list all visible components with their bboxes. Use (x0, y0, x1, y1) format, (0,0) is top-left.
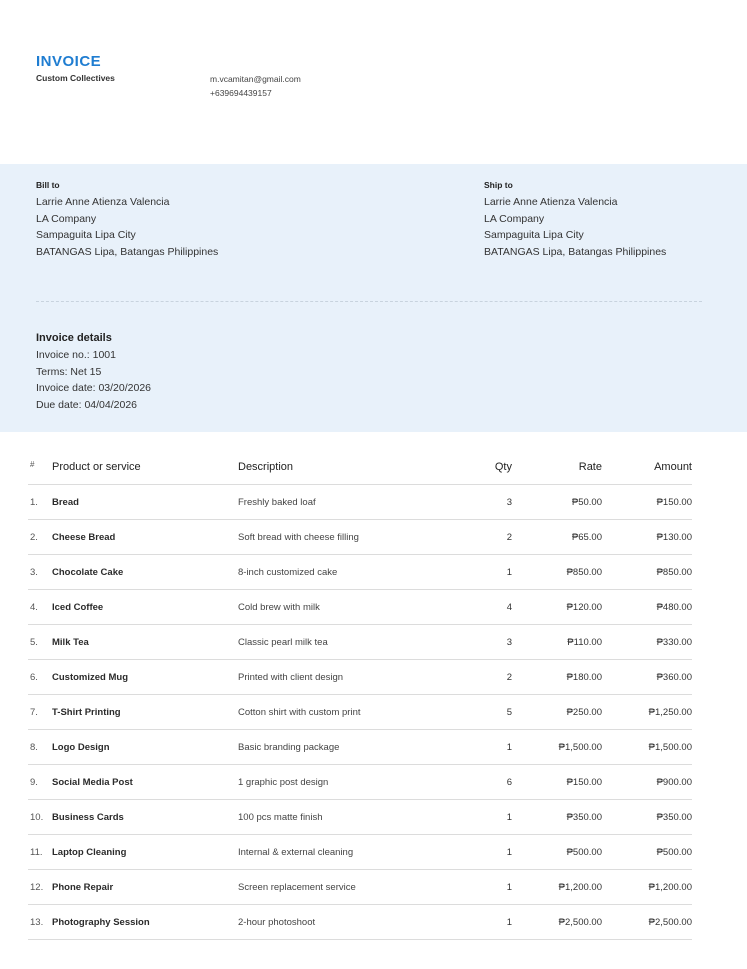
row-description: Screen replacement service (238, 882, 356, 893)
table-row (28, 694, 692, 729)
row-product: Chocolate Cake (52, 567, 124, 578)
ship-to-company: LA Company (484, 212, 545, 225)
row-qty: 1 (506, 882, 512, 893)
row-product: Milk Tea (52, 637, 89, 648)
table-row (28, 764, 692, 799)
row-rate: ₱50.00 (571, 497, 602, 508)
row-amount: ₱330.00 (656, 637, 692, 648)
invoice-number: Invoice no.: 1001 (36, 349, 116, 361)
row-number: 5. (30, 637, 38, 648)
row-description: Cold brew with milk (238, 602, 320, 613)
table-row (28, 519, 692, 554)
invoice-details-title: Invoice details (36, 332, 112, 344)
table-row (28, 659, 692, 694)
row-amount: ₱850.00 (656, 567, 692, 578)
row-product: Photography Session (52, 917, 150, 928)
row-rate: ₱350.00 (566, 812, 602, 823)
ship-to-name: Larrie Anne Atienza Valencia (484, 196, 618, 208)
row-number: 13. (30, 917, 44, 928)
row-description: Classic pearl milk tea (238, 637, 328, 648)
bill-to-name: Larrie Anne Atienza Valencia (36, 196, 170, 208)
contact-email[interactable]: m.vcamitan@gmail.com (210, 74, 301, 84)
row-qty: 3 (506, 497, 512, 508)
row-amount: ₱350.00 (656, 812, 692, 823)
contact-info (210, 72, 301, 100)
row-product: Phone Repair (52, 882, 114, 893)
row-rate: ₱500.00 (566, 847, 602, 858)
table-body (28, 484, 692, 940)
bill-to-company: LA Company (36, 212, 97, 225)
row-qty: 6 (506, 777, 512, 788)
row-number: 4. (30, 602, 38, 613)
row-qty: 1 (506, 812, 512, 823)
row-qty: 5 (506, 707, 512, 718)
row-amount: ₱1,250.00 (648, 707, 692, 718)
row-qty: 2 (506, 672, 512, 683)
row-rate: ₱65.00 (571, 532, 602, 543)
row-number: 1. (30, 497, 38, 508)
row-description: 8-inch customized cake (238, 567, 338, 578)
ship-to-address-line1: Sampaguita Lipa City (484, 229, 584, 241)
table-row (28, 869, 692, 904)
row-number: 11. (30, 847, 43, 858)
row-rate: ₱850.00 (566, 567, 602, 578)
invoice-title: INVOICE (36, 53, 102, 70)
table-row (28, 834, 692, 869)
line-items-table (28, 450, 692, 940)
row-amount: ₱130.00 (656, 532, 692, 543)
row-qty: 1 (506, 917, 512, 928)
row-qty: 1 (506, 567, 512, 578)
row-product: Iced Coffee (52, 602, 104, 613)
row-rate: ₱1,500.00 (558, 742, 602, 753)
header-qty: Qty (494, 461, 512, 473)
row-product: Laptop Cleaning (52, 847, 127, 858)
table-row (28, 589, 692, 624)
row-description: 100 pcs matte finish (238, 812, 323, 823)
invoice-terms: Terms: Net 15 (36, 365, 102, 378)
table-row (28, 554, 692, 589)
row-amount: ₱480.00 (656, 602, 692, 613)
row-amount: ₱360.00 (656, 672, 692, 683)
row-number: 2. (30, 532, 38, 543)
invoice-details-block (36, 330, 151, 413)
row-qty: 4 (506, 602, 512, 613)
row-qty: 3 (506, 637, 512, 648)
row-product: Customized Mug (52, 672, 128, 683)
row-description: 1 graphic post design (238, 777, 329, 788)
row-product: T-Shirt Printing (52, 707, 121, 718)
row-number: 10. (30, 812, 44, 823)
row-qty: 1 (506, 742, 512, 753)
table-row (28, 624, 692, 659)
table-row (28, 799, 692, 834)
row-amount: ₱150.00 (656, 497, 692, 508)
row-amount: ₱1,200.00 (648, 882, 692, 893)
row-product: Social Media Post (52, 777, 133, 788)
row-rate: ₱2,500.00 (558, 917, 602, 928)
row-qty: 1 (506, 847, 512, 858)
header-amount: Amount (654, 461, 692, 473)
table-row (28, 484, 692, 519)
row-description: Basic branding package (238, 742, 340, 753)
table-row (28, 904, 692, 940)
table-header-row (28, 450, 692, 484)
invoice-header (0, 0, 747, 164)
row-number: 3. (30, 567, 38, 578)
row-description: Soft bread with cheese filling (238, 532, 359, 543)
row-number: 12. (30, 882, 44, 893)
ship-to-block (484, 180, 666, 260)
row-product: Cheese Bread (52, 532, 116, 543)
row-rate: ₱110.00 (567, 637, 602, 648)
row-amount: ₱900.00 (656, 777, 692, 788)
row-amount: ₱2,500.00 (648, 917, 692, 928)
header-product: Product or service (52, 461, 141, 473)
due-date: Due date: 04/04/2026 (36, 398, 138, 411)
table-row (28, 729, 692, 764)
company-name: Custom Collectives (36, 73, 115, 83)
ship-to-address-line2: BATANGAS Lipa, Batangas Philippines (484, 245, 667, 258)
ship-to-label: Ship to (484, 180, 513, 190)
row-product: Business Cards (52, 812, 124, 823)
invoice-date: Invoice date: 03/20/2026 (36, 382, 152, 394)
contact-phone[interactable]: +639694439157 (210, 88, 272, 98)
row-rate: ₱150.00 (566, 777, 602, 788)
row-rate: ₱250.00 (566, 707, 602, 718)
bill-to-address-line1: Sampaguita Lipa City (36, 229, 136, 241)
header-rate: Rate (578, 461, 602, 473)
row-description: Printed with client design (238, 672, 344, 683)
row-product: Logo Design (52, 742, 110, 753)
header-number: # (30, 460, 35, 469)
row-description: Internal & external cleaning (238, 847, 354, 858)
bill-to-address-line2: BATANGAS Lipa, Batangas Philippines (36, 245, 219, 258)
row-rate: ₱180.00 (566, 672, 602, 683)
row-amount: ₱1,500.00 (648, 742, 692, 753)
row-rate: ₱1,200.00 (558, 882, 602, 893)
row-number: 6. (30, 672, 38, 683)
row-qty: 2 (506, 532, 512, 543)
row-number: 9. (30, 777, 38, 788)
bill-to-block (36, 180, 218, 260)
section-divider (36, 301, 702, 302)
row-amount: ₱500.00 (656, 847, 692, 858)
row-rate: ₱120.00 (566, 602, 602, 613)
row-product: Bread (52, 497, 79, 508)
row-description: Cotton shirt with custom print (238, 707, 361, 718)
row-description: 2-hour photoshoot (238, 917, 316, 928)
row-number: 7. (30, 707, 38, 718)
header-description: Description (238, 461, 294, 473)
bill-to-label: Bill to (36, 180, 60, 190)
row-description: Freshly baked loaf (238, 497, 316, 508)
row-number: 8. (30, 742, 38, 753)
